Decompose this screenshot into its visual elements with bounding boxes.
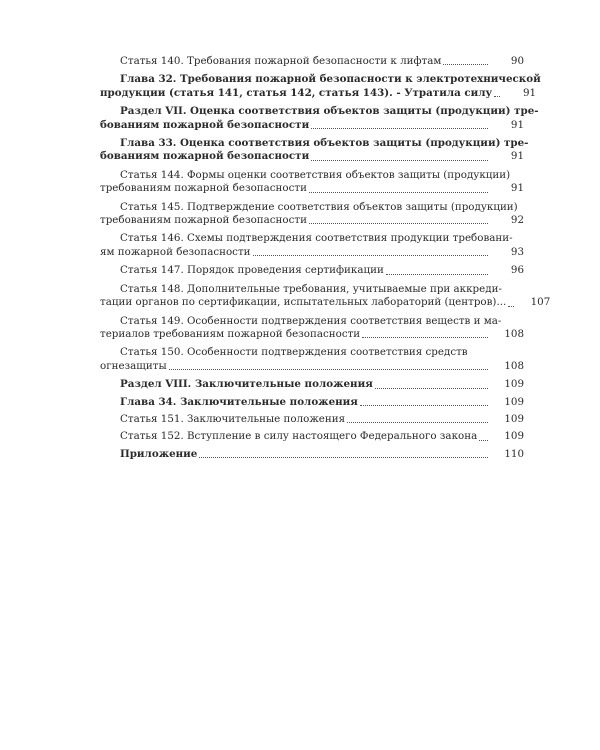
toc-entry: [100, 55, 524, 68]
toc-entry-text: бованиям пожарной безопасности: [100, 118, 310, 131]
toc-entry: [100, 378, 524, 391]
toc-entry-text: Статья 140. Требования пожарной безопасности к лифтам: [120, 55, 442, 67]
toc-entry-line: [100, 328, 524, 341]
dot-leader: [386, 274, 488, 275]
toc-entry-line: [100, 119, 524, 132]
page-number: 109: [504, 378, 524, 391]
dot-leader: [347, 422, 488, 423]
dot-leader: [169, 369, 488, 370]
page-number: 109: [504, 430, 524, 443]
toc-entry-line: [100, 296, 551, 309]
toc-entry-line: [100, 137, 529, 150]
toc-entry-text: Статья 146. Схемы подтверждения соответствия продукции требовани-: [120, 232, 513, 245]
page-number: 110: [504, 447, 524, 460]
toc-entry-line: [100, 315, 524, 328]
toc-entry-text: ям пожарной безопасности: [100, 245, 251, 258]
toc-entry-text: Статья 149. Особенности подтверждения соответствия веществ и ма-: [120, 314, 502, 327]
toc-entry-line: [100, 396, 524, 409]
toc-entry-line: [100, 378, 524, 391]
page-number: 108: [504, 327, 524, 340]
toc-entry: [100, 201, 524, 228]
toc-entry-text: требованиям пожарной безопасности: [100, 214, 307, 227]
toc-entry-text: требованиям пожарной безопасности: [100, 182, 307, 195]
toc-entry: [100, 282, 551, 310]
toc-entry-line: [100, 346, 524, 359]
toc-entry: [100, 264, 524, 277]
toc-entry: [100, 232, 524, 259]
page-number: 91: [510, 150, 524, 163]
toc-entry-text: Статья 144. Формы оценки соответствия объектов защиты (продукции): [120, 168, 511, 181]
dot-leader: [494, 96, 500, 97]
toc-entry-text: тации органов по сертификации, испытательных лабораторий (центров)...: [100, 296, 507, 309]
dot-leader: [508, 306, 514, 307]
page-number: 90: [510, 55, 524, 67]
dot-leader: [199, 457, 488, 458]
dot-leader: [362, 337, 488, 338]
page-number: 107: [530, 296, 551, 309]
page-number: 91: [523, 86, 537, 99]
toc-entry-text: бованиям пожарной безопасности: [100, 150, 310, 163]
dot-leader: [309, 192, 488, 193]
toc-entry-line: [100, 448, 524, 461]
toc-entry-line: [100, 430, 524, 443]
dot-leader: [479, 440, 488, 441]
toc-entry-line: [100, 73, 541, 86]
toc-entry: [100, 448, 524, 461]
toc-entry: [100, 430, 524, 443]
page-number: 92: [510, 214, 524, 227]
toc-entry-text: Статья 147. Порядок проведения сертификации: [120, 264, 384, 277]
toc-entry: [100, 396, 524, 409]
table-of-contents: [100, 55, 551, 461]
toc-entry: [100, 169, 524, 196]
toc-entry-line: [100, 232, 524, 245]
toc-entry-line: [100, 86, 537, 100]
toc-entry-line: [100, 264, 524, 277]
toc-entry-text: Раздел VIII. Заключительные положения: [120, 378, 373, 391]
page-number: 108: [504, 359, 524, 372]
dot-leader: [443, 64, 488, 65]
page-number: 91: [510, 118, 524, 131]
dot-leader: [375, 388, 488, 389]
toc-entry-text: Статья 151. Заключительные положения: [120, 412, 346, 425]
toc-entry-text: Глава 34. Заключительные положения: [120, 395, 358, 408]
dot-leader: [309, 223, 488, 224]
toc-entry-line: [100, 283, 524, 296]
toc-entry-text: Приложение: [120, 447, 198, 460]
toc-entry-text: Статья 145. Подтверждение соответствия объектов защиты (продукции): [120, 200, 518, 213]
dot-leader: [253, 255, 488, 256]
toc-entry-line: [100, 214, 524, 227]
toc-entry: [100, 73, 541, 100]
page-number: 91: [510, 182, 524, 195]
toc-entry-text: Статья 150. Особенности подтверждения соответствия средств: [120, 346, 468, 359]
toc-entry-line: [100, 150, 524, 163]
page-number: 96: [510, 264, 524, 277]
toc-entry-line: [100, 201, 524, 214]
toc-entry-text: Раздел VII. Оценка соответствия объектов защиты (продукции) тре-: [120, 105, 539, 118]
dot-leader: [311, 128, 488, 129]
toc-entry-line: [100, 105, 539, 118]
toc-entry-text: териалов требованиям пожарной безопасности: [100, 327, 361, 340]
toc-entry: [100, 137, 529, 164]
toc-entry-line: [100, 360, 524, 373]
toc-entry: [100, 413, 524, 426]
toc-entry-text: Глава 32. Требования пожарной безопасности к электротехнической: [120, 73, 541, 86]
toc-entry-text: продукции (статья 141, статья 142, статья 143). - Утратила силу: [100, 86, 493, 99]
toc-entry: [100, 105, 539, 132]
dot-leader: [360, 405, 488, 406]
dot-leader: [311, 160, 488, 161]
toc-entry-line: [100, 169, 524, 182]
toc-entry-line: [100, 246, 524, 259]
toc-entry-text: Статья 152. Вступление в силу настоящего Федерального закона: [120, 430, 478, 443]
toc-entry-line: [100, 182, 524, 195]
toc-entry-text: огнезащиты: [100, 359, 167, 372]
toc-entry-line: [100, 55, 524, 68]
page-number: 93: [510, 245, 524, 258]
page-number: 109: [504, 412, 524, 425]
toc-entry: [100, 315, 524, 342]
toc-entry-text: Глава 33. Оценка соответствия объектов защиты (продукции) тре-: [120, 137, 529, 150]
toc-entry-line: [100, 413, 524, 426]
toc-entry-text: Статья 148. Дополнительные требования, учитываемые при аккреди-: [120, 282, 502, 295]
page-number: 109: [504, 395, 524, 408]
toc-entry: [100, 346, 524, 373]
